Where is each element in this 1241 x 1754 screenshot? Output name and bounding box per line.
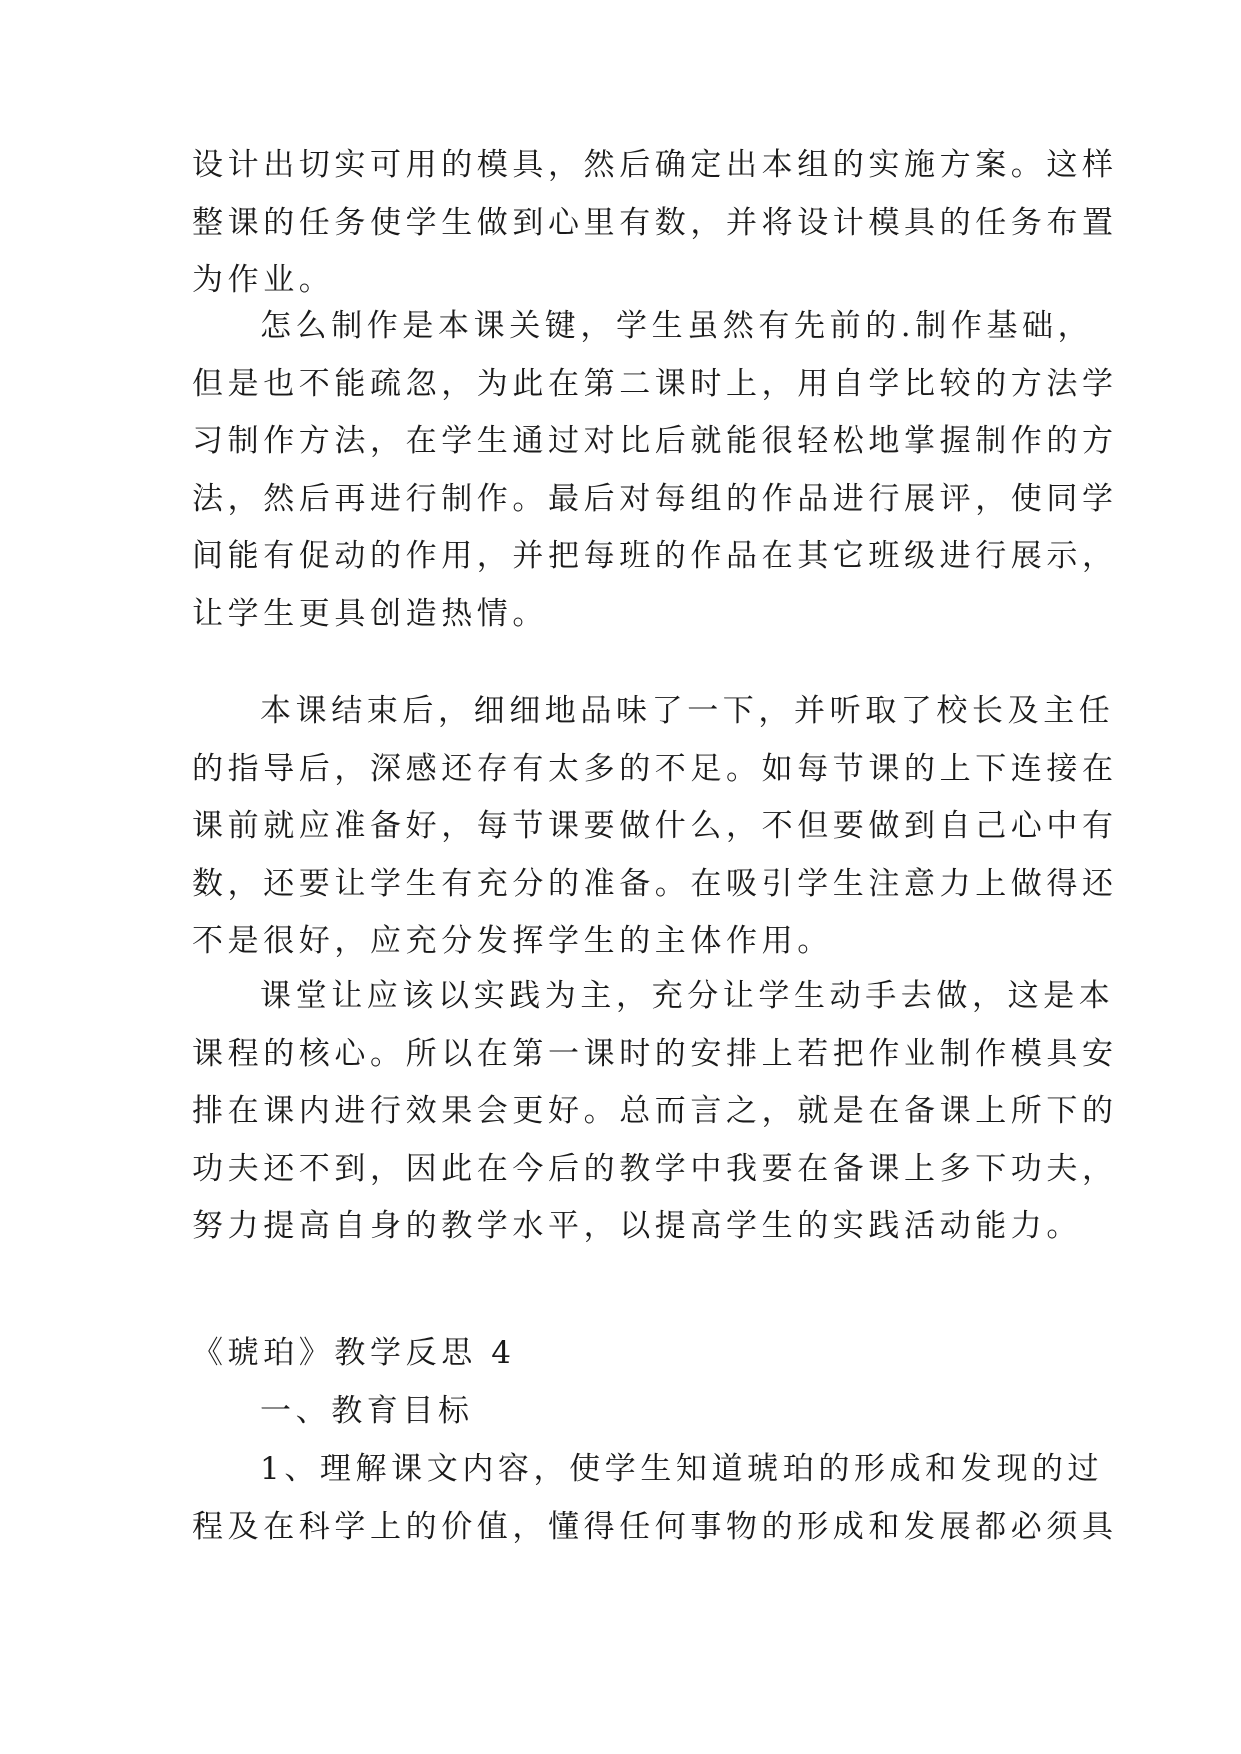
text-line: 1、理解课文内容，使学生知道琥珀的形成和发现的过 [260,1451,1104,1487]
text-line: 整课的任务使学生做到心里有数，并将设计模具的任务布置 [192,204,1118,241]
text-line: 课前就应准备好，每节课要做什么，不但要做到自己心中有 [192,808,1118,844]
text-line: 排在课内进行效果会更好。总而言之，就是在备课上所下的 [192,1093,1118,1129]
text-line: 为作业。 [192,262,335,298]
paragraph-4 [192,968,1118,1256]
text-line: 数，还要让学生有充分的准备。在吸引学生注意力上做得还 [192,865,1118,902]
text-line: 本课结束后，细细地品味了一下，并听取了校长及主任 [260,693,1115,729]
text-line: 法，然后再进行制作。最后对每组的作品进行展评，使同学 [192,480,1118,517]
text-line: 不是很好，应充分发挥学生的主体作用。 [192,923,833,959]
section-title: 《琥珀》教学反思 4 [192,1335,516,1371]
text-line: 程及在科学上的价值，懂得任何事物的形成和发展都必须具 [192,1508,1118,1545]
paragraph-2 [192,298,1118,643]
text-line: 让学生更具创造热情。 [192,595,548,632]
paragraph-5 [192,1441,1118,1556]
subheading: 一、教育目标 [260,1393,474,1429]
text-line: 设计出切实可用的模具，然后确定出本组的实施方案。这样 [192,147,1118,183]
paragraph-3 [192,683,1118,971]
text-line: 间能有促动的作用，并把每班的作品在其它班级进行展示， [192,538,1118,574]
text-line: 的指导后，深感还存有太多的不足。如每节课的上下连接在 [192,750,1118,787]
text-line: 课程的核心。所以在第一课时的安排上若把作业制作模具安 [192,1035,1118,1072]
text-line: 功夫还不到，因此在今后的教学中我要在备课上多下功夫， [192,1150,1118,1187]
text-line: 努力提高自身的教学水平，以提高学生的实践活动能力。 [192,1208,1082,1244]
text-line: 习制作方法，在学生通过对比后就能很轻松地掌握制作的方 [192,423,1118,459]
text-line: 但是也不能疏忽，为此在第二课时上，用自学比较的方法学 [192,365,1118,402]
text-line: 怎么制作是本课关键，学生虽然有先前的.制作基础， [260,308,1094,344]
paragraph-1 [192,137,1118,310]
text-line: 课堂让应该以实践为主，充分让学生动手去做，这是本 [260,978,1115,1014]
